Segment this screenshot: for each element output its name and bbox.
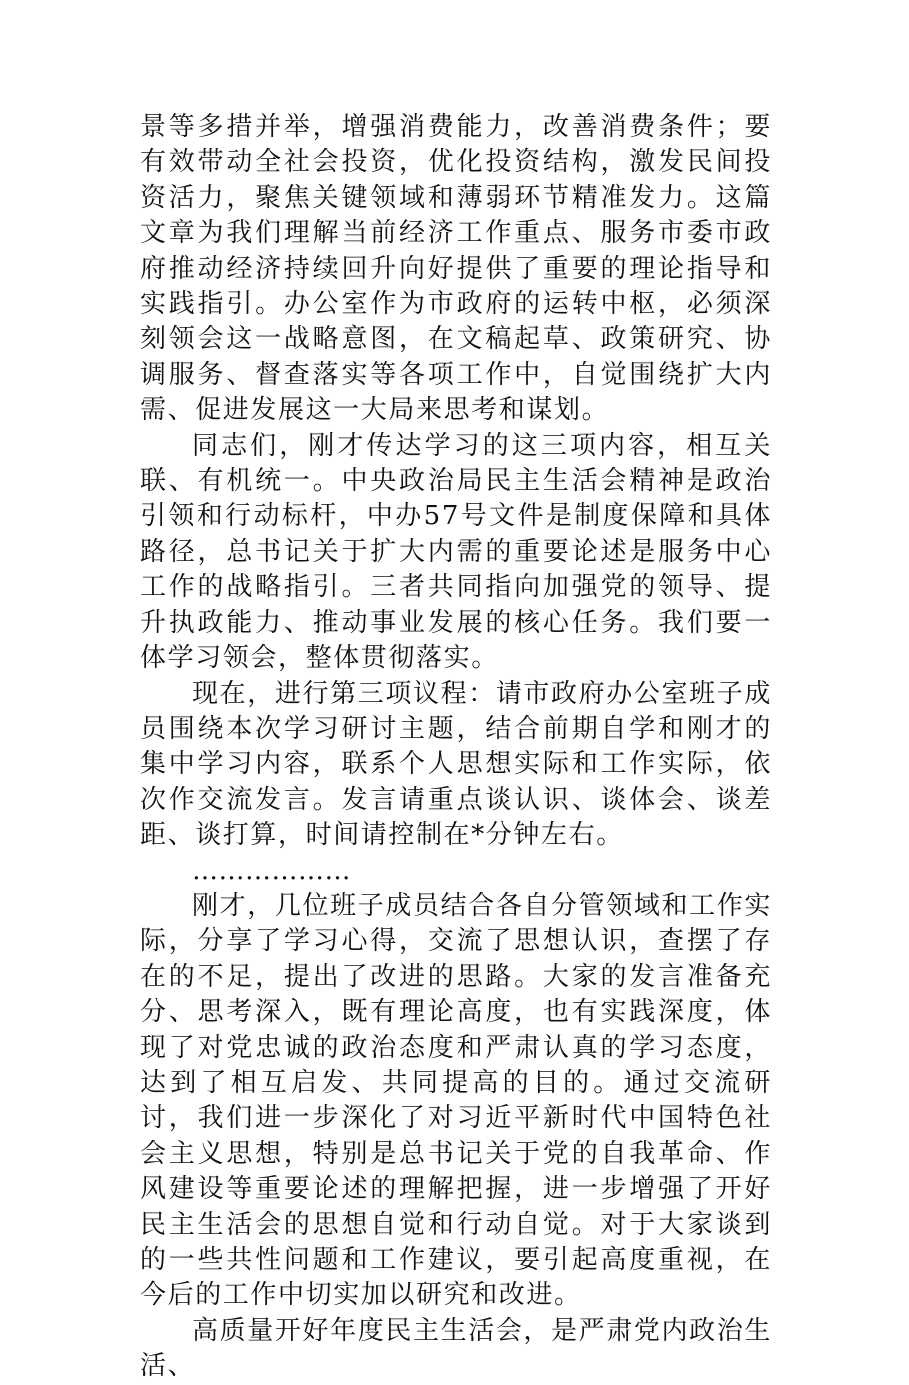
paragraph-continuation: 景等多措并举，增强消费能力，改善消费条件；要有效带动全社会投资，优化投资结构，激发民间投资活力，聚焦关键领域和薄弱环节精准发力。这篇文章为我们理解当前经济工作重点、服务市委市政府推动经济持续回升向好提供了重要的理论指导和实践指引。办公室作为市政府的运转中枢，必须深刻领会这一战略意图，在文稿起草、政策研究、协调服务、督查落实等各项工作中，自觉围绕扩大内需、促进发展这一大局来思考和谋划。 xyxy=(140,112,772,426)
paragraph-summary: 同志们，刚才传达学习的这三项内容，相互关联、有机统一。中央政治局民主生活会精神是政治引领和行动标杆，中办57号文件是制度保障和具体路径，总书记关于扩大内需的重要论述是服务中心工作的战略指引。三者共同指向加强党的领导、提升执政能力、推动事业发展的核心任务。我们要一体学习领会，整体贯彻落实。 xyxy=(140,430,772,674)
document-body xyxy=(140,110,772,1385)
paragraph-closing-start: 高质量开好年度民主生活会，是严肃党内政治生活、 xyxy=(140,1315,772,1382)
paragraph-agenda-item-three: 现在，进行第三项议程：请市政府办公室班子成员围绕本次学习研讨主题，结合前期自学和刚才的集中学习内容，联系个人思想实际和工作实际，依次作交流发言。发言请重点谈认识、谈体会、谈差距、谈打算，时间请控制在*分钟左右。 xyxy=(140,678,772,851)
paragraph-discussion-review: 刚才，几位班子成员结合各自分管领域和工作实际，分享了学习心得，交流了思想认识，查摆了存在的不足，提出了改进的思路。大家的发言准备充分、思考深入，既有理论高度，也有实践深度，体现了对党忠诚的政治态度和严肃认真的学习态度，达到了相互启发、共同提高的目的。通过交流研讨，我们进一步深化了对习近平新时代中国特色社会主义思想，特别是总书记关于党的自我革命、作风建设等重要论述的理解把握，进一步增强了开好民主生活会的思想自觉和行动自觉。对于大家谈到的一些共性问题和工作建议，要引起高度重视，在今后的工作中切实加以研究和改进。 xyxy=(140,890,772,1311)
ellipsis-separator: ……………… xyxy=(192,855,351,886)
